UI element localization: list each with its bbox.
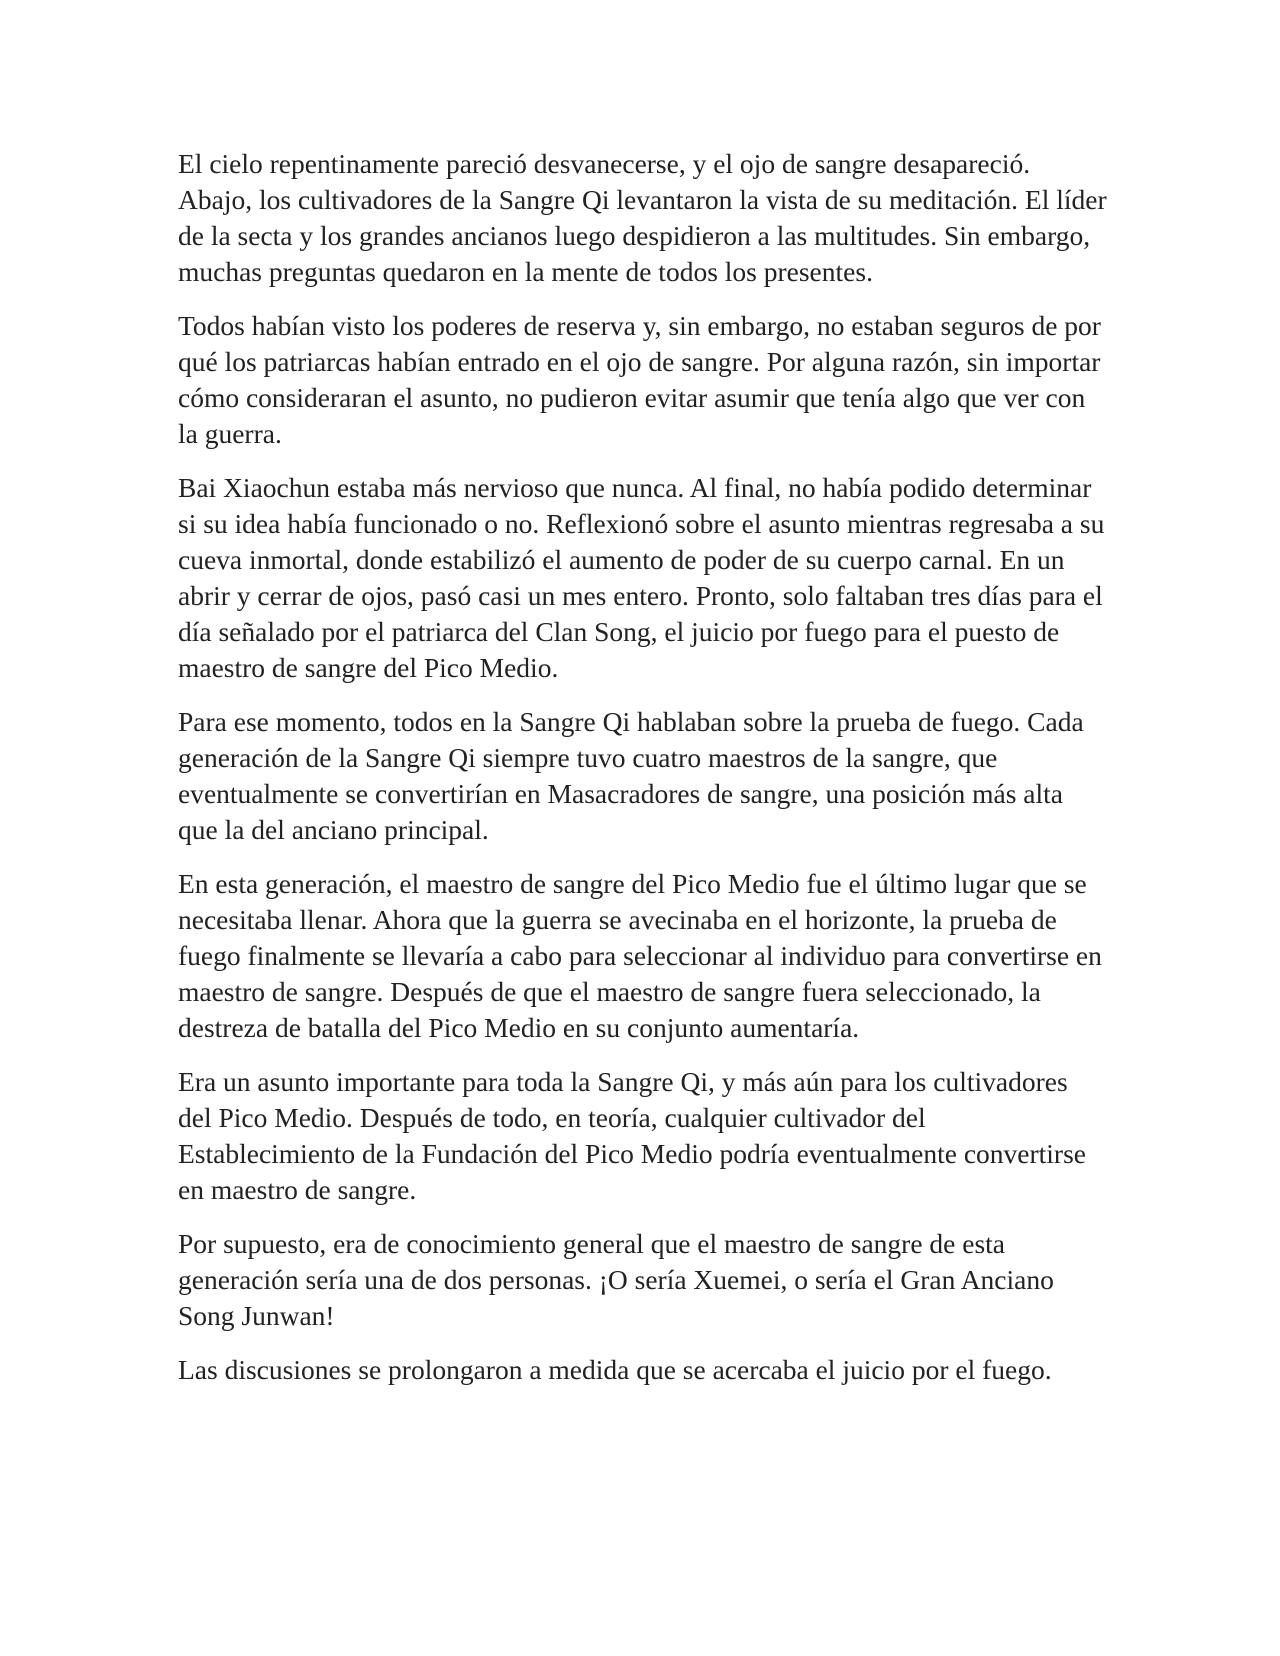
paragraph-3: Bai Xiaochun estaba más nervioso que nunca. Al final, no había podido determinar si su idea había funcionado o no. Reflexionó sobre el asunto mientras regresaba a su cueva inmortal, donde estabilizó el aumento de poder de su cuerpo carnal. En un abrir y cerrar de ojos, pasó casi un mes entero. Pronto, solo faltaban tres días para el día señalado por el patriarca del Clan Song, el juicio por fuego para el puesto de maestro de sangre del Pico Medio. [178, 472, 1105, 683]
paragraph-5: En esta generación, el maestro de sangre del Pico Medio fue el último lugar que se necesitaba llenar. Ahora que la guerra se avecinaba en el horizonte, la prueba de fuego finalmente se llevaría a cabo para seleccionar al individuo para convertirse en maestro de sangre. Después de que el maestro de sangre fuera seleccionado, la destreza de batalla del Pico Medio en su conjunto aumentaría. [178, 868, 1102, 1043]
paragraph-2: Todos habían visto los poderes de reserva y, sin embargo, no estaban seguros de por qué los patriarcas habían entrado en el ojo de sangre. Por alguna razón, sin importar cómo consideraran el asunto, no pudieron evitar asumir que tenía algo que ver con la guerra. [178, 310, 1101, 449]
document-body [178, 146, 1108, 1406]
paragraph-7: Por supuesto, era de conocimiento general que el maestro de sangre de esta generación sería una de dos personas. ¡O sería Xuemei, o sería el Gran Anciano Song Junwan! [178, 1228, 1054, 1331]
paragraph-1: El cielo repentinamente pareció desvanecerse, y el ojo de sangre desapareció. Abajo, los cultivadores de la Sangre Qi levantaron la vista de su meditación. El líder de la secta y los grandes ancianos luego despidieron a las multitudes. Sin embargo, muchas preguntas quedaron en la mente de todos los presentes. [178, 148, 1107, 287]
paragraph-6: Era un asunto importante para toda la Sangre Qi, y más aún para los cultivadores del Pico Medio. Después de todo, en teoría, cualquier cultivador del Establecimiento de la Fundación del Pico Medio podría eventualmente convertirse en maestro de sangre. [178, 1066, 1086, 1205]
paragraph-8: Las discusiones se prolongaron a medida que se acercaba el juicio por el fuego. [178, 1354, 1052, 1385]
paragraph-4: Para ese momento, todos en la Sangre Qi hablaban sobre la prueba de fuego. Cada generación de la Sangre Qi siempre tuvo cuatro maestros de la sangre, que eventualmente se convertirían en Masacradores de sangre, una posición más alta que la del anciano principal. [178, 706, 1084, 845]
